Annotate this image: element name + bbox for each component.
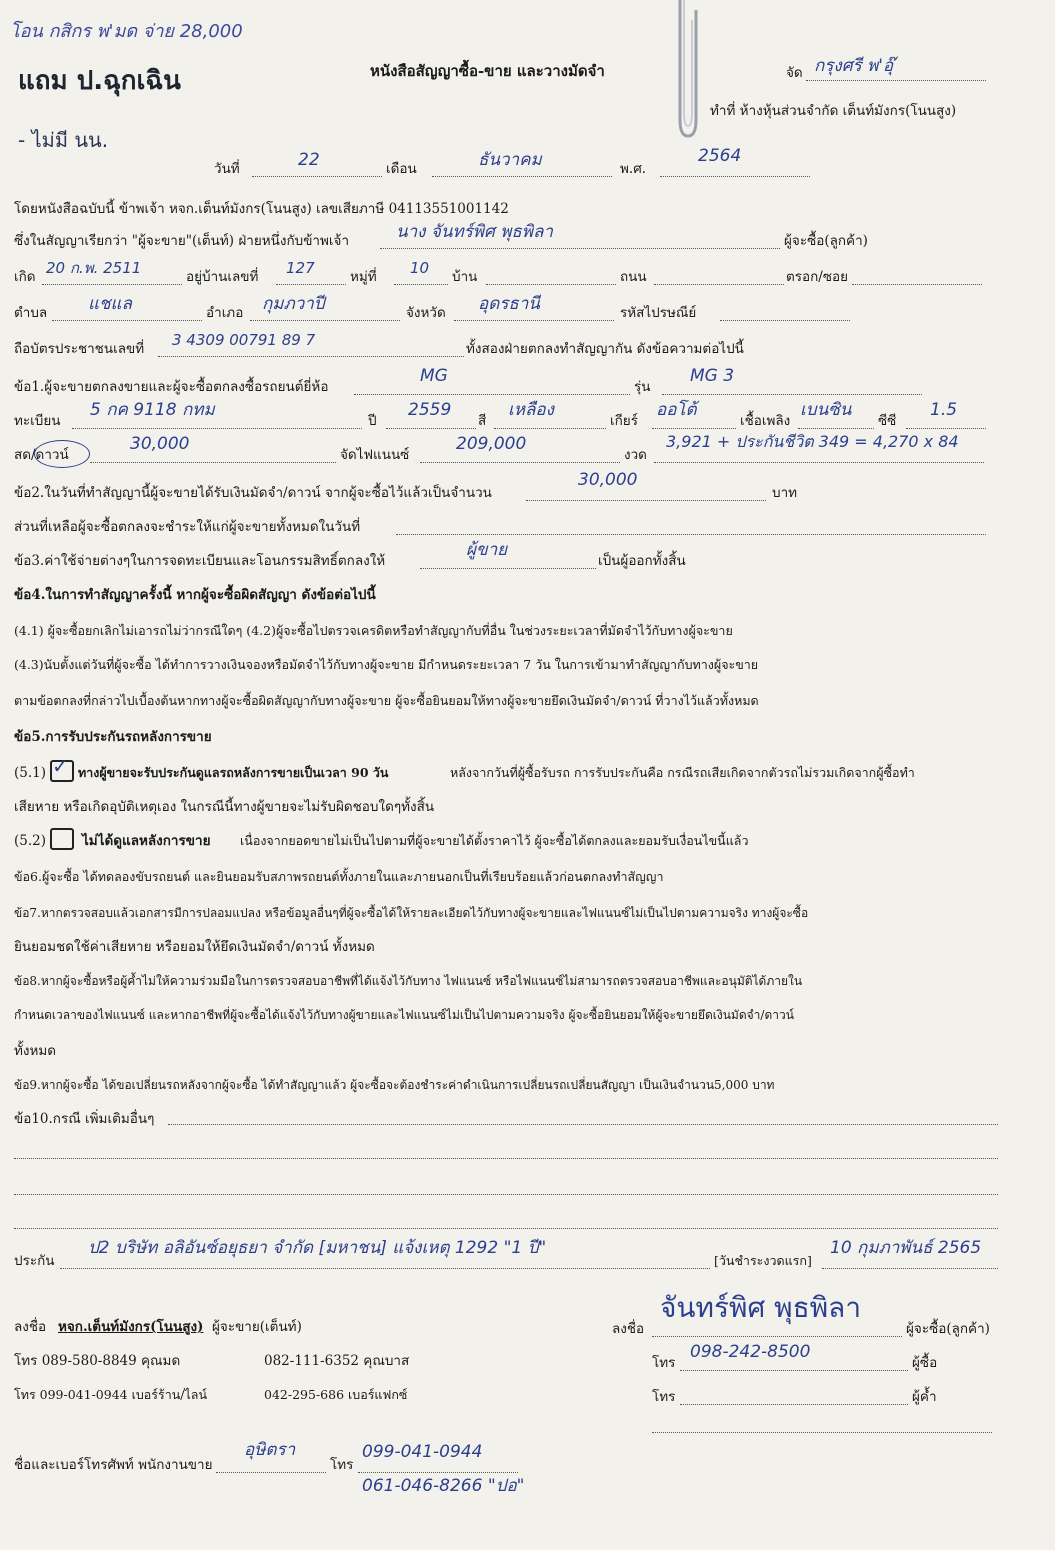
installment-label: งวด xyxy=(624,447,647,463)
buyer-role: ผู้จะซื้อ(ลูกค้า) xyxy=(784,233,868,249)
checkmark-icon: ✓ xyxy=(52,754,69,778)
day-label: วันที่ xyxy=(214,161,240,177)
seller-line: ซึ่งในสัญญาเรียกว่า "ผู้จะขาย"(เต็นท์) ฝ่ายหนึ่งกับข้าพเจ้า xyxy=(14,233,350,249)
car-cc: 1.5 xyxy=(930,400,958,420)
year-label: พ.ศ. xyxy=(620,161,647,177)
soi-label: ตรอก/ซอย xyxy=(786,269,849,285)
ban-label: บ้าน xyxy=(452,269,478,285)
finance-label: จัดไฟแนนซ์ xyxy=(340,447,410,463)
clause9: ข้อ9.หากผู้จะซื้อ ได้ขอเปลี่ยนรถหลังจากผู้จะซื้อ ได้ทำสัญญาแล้ว ผู้จะซื้อจะต้องชำระค่าดำเนินการเปลี่ยนรถเปลี่ยนสัญญา เป็นเงินจำนวน5,000 บาท xyxy=(14,1078,775,1092)
tambon-label: ตำบล xyxy=(14,305,48,321)
car-fuel: เบนซิน xyxy=(800,400,852,420)
clause5-1-bold: ทางผู้ขายจะรับประกันดูแลรถหลังการขายเป็นเวลา 90 วัน xyxy=(78,765,389,780)
fee-payer: ผู้ขาย xyxy=(466,540,508,560)
place-value: กรุงศรี พ'อุ๊ xyxy=(814,56,894,76)
note-bonus: แถม ป.ฉุกเฉิน xyxy=(18,66,181,96)
seller-name: หจก.เต็นท์มังกร(โนนสูง) xyxy=(58,1319,204,1335)
clause5-2-rest: เนื่องจากยอดขายไม่เป็นไปตามที่ผู้จะขายได้ตั้งราคาไว้ ผู้จะซื้อได้ตกลงและยอมรับเงื่อนไขนี้แล้ว xyxy=(240,833,749,848)
clause4-3a: (4.3)นับตั้งแต่วันที่ผู้จะซื้อ ได้ทำการวางเงินจองหรือมัดจำไว้กับทางผู้จะขาย มีกำหนดระยะเวลา 7 วัน ในการเข้ามาทำสัญญากับทางผู้จะขาย xyxy=(14,657,759,672)
guarantor-tel-label: โทร xyxy=(652,1389,676,1405)
note-no-weight: - ไม่มี นน. xyxy=(18,128,109,152)
intro-line: โดยหนังสือฉบับนี้ ข้าพเจ้า หจก.เต็นท์มังกร(โนนสูง) เลขเสียภาษี 04113551001142 xyxy=(14,201,509,217)
fuel-label: เชื้อเพลิง xyxy=(740,413,791,429)
reg-label: ทะเบียน xyxy=(14,413,61,429)
buyer-tel-role: ผู้ซื้อ xyxy=(912,1355,938,1371)
clause5-1-num: (5.1) xyxy=(14,765,47,781)
id-label: ถือบัตรประชาชนเลขที่ xyxy=(14,341,145,357)
clause5-1-rest: หลังจากวันที่ผู้ซื้อรับรถ การรับประกันคือ กรณีรถเสียเกิดจากตัวรถไม่รวมเกิดจากผู้ซื้อทำ xyxy=(450,765,915,780)
model-label: รุ่น xyxy=(634,379,651,395)
clause8a: ข้อ8.หากผู้จะซื้อหรือผู้ค้ำไม่ให้ความร่วมมือในการตรวจสอบอาชีพที่ได้แจ้งไว้กับทาง ไฟแนนซ์ หรือไฟแนนซ์ไม่สามารถตรวจสอบอาชีพและอนุมัติได้ภายใน xyxy=(14,974,803,988)
province-value: อุดรธานี xyxy=(478,294,540,314)
car-brand: MG xyxy=(420,366,448,386)
cc-label: ซีซี xyxy=(878,413,897,429)
clause5: ข้อ5.การรับประกันรถหลังการขาย xyxy=(14,729,212,745)
contact-tel2: 082-111-6352 คุณบาส xyxy=(264,1353,410,1369)
insurance-label: ประกัน xyxy=(14,1253,55,1269)
clause4-1: (4.1) ผู้จะซื้อยกเลิกไม่เอารถไม่ว่ากรณีใดๆ (4.2)ผู้จะซื้อไปตรวจเครดิตหรือทำสัญญากับที่อื่น ในช่วงระยะเวลาที่มัดจำไว้กับทางผู้จะขาย xyxy=(14,623,733,638)
moo-value: 10 xyxy=(410,259,430,277)
clause2b: ส่วนที่เหลือผู้จะซื้อตกลงจะชำระให้แก่ผู้จะขายทั้งหมดในวันที่ xyxy=(14,519,361,535)
clause5-1b: เสียหาย หรือเกิดอุบัติเหตุเอง ในกรณีนี้ทางผู้ขายจะไม่รับผิดชอบใดๆทั้งสิ้น xyxy=(14,799,435,815)
house-value: 127 xyxy=(286,259,315,277)
month-label: เดือน xyxy=(386,161,417,177)
buyer-tel-label: โทร xyxy=(652,1355,676,1371)
contact-tel4: 042-295-686 เบอร์แฟกซ์ xyxy=(264,1387,408,1402)
clause2: ข้อ2.ในวันที่ทำสัญญานี้ผู้จะขายได้รับเงินมัดจำ/ดาวน์ จากผู้จะซื้อไว้แล้วเป็นจำนวน xyxy=(14,485,492,501)
amphoe-value: กุมภวาปี xyxy=(262,294,325,314)
deposit-amount: 30,000 xyxy=(578,470,638,490)
year-value: 2564 xyxy=(698,146,742,166)
clause5-2-bold: ไม่ได้ดูแลหลังการขาย xyxy=(82,833,211,849)
no-warranty-checkbox[interactable] xyxy=(50,828,74,850)
clause10: ข้อ10.กรณี เพิ่มเติมอื่นๆ xyxy=(14,1111,155,1127)
clause4-3b: ตามข้อตกลงที่กล่าวไปเบื้องต้นหากทางผู้จะซื้อผิดสัญญากับทางผู้จะขาย ผู้จะซื้อยินยอมให้ทางผู้จะขายยึดเงินมัดจำ/ดาวน์ ที่วางไว้แล้วทั้งหมด xyxy=(14,693,759,708)
province-label: จังหวัด xyxy=(406,305,446,321)
car-year-label: ปี xyxy=(368,413,377,429)
buyer-sign-role: ผู้จะซื้อ(ลูกค้า) xyxy=(906,1321,990,1337)
contract-title: หนังสือสัญญาซื้อ-ขาย และวางมัดจำ xyxy=(370,62,605,80)
note-transfer: โอน กสิกร พ'มด จ่าย 28,000 xyxy=(10,21,243,42)
agree-text: ทั้งสองฝ่ายตกลงทำสัญญากัน ดังข้อความต่อไปนี้ xyxy=(466,341,744,357)
buyer-sign-label: ลงชื่อ xyxy=(612,1321,645,1337)
postcode-label: รหัสไปรษณีย์ xyxy=(620,305,697,321)
buyer-name: นาง จันทร์พิศ พุธพิลา xyxy=(396,222,553,242)
seller-sign-label: ลงชื่อ xyxy=(14,1319,47,1335)
clause3: ข้อ3.ค่าใช้จ่ายต่างๆในการจดทะเบียนและโอนกรรมสิทธิ์ตกลงให้ xyxy=(14,553,386,569)
gear-label: เกียร์ xyxy=(610,413,638,429)
car-year: 2559 xyxy=(408,400,452,420)
clause3b: เป็นผู้ออกทั้งสิ้น xyxy=(598,553,686,569)
road-label: ถนน xyxy=(620,269,647,285)
place-label: จัด xyxy=(786,65,803,81)
down-label: สด/ดาวน์ xyxy=(14,447,69,463)
buyer-tel: 098-242-8500 xyxy=(690,1342,811,1362)
car-color: เหลือง xyxy=(508,400,554,420)
seller-role: ผู้จะขาย(เต็นท์) xyxy=(212,1319,302,1335)
first-payment-label: [วันชำระงวดแรก] xyxy=(714,1253,812,1268)
buyer-signature: จันทร์พิศ พุธพิลา xyxy=(660,1291,862,1324)
clause1-label: ข้อ1.ผู้จะขายตกลงขายและผู้จะซื้อตกลงซื้อรถยนต์ยี่ห้อ xyxy=(14,379,329,395)
clause6: ข้อ6.ผู้จะซื้อ ได้ทดลองขับรถยนต์ และยินยอมรับสภาพรถยนต์ทั้งภายในและภายนอกเป็นที่เรียบร้อยแล้วก่อนตกลงทำสัญญา xyxy=(14,869,664,884)
clause8c: ทั้งหมด xyxy=(14,1043,57,1059)
contact-tel3: โทร 099-041-0944 เบอร์ร้าน/ไลน์ xyxy=(14,1387,207,1402)
tambon-value: แชแล xyxy=(88,294,132,314)
guarantor-role: ผู้ค้ำ xyxy=(912,1389,937,1405)
sales-tel: 099-041-0944 xyxy=(362,1442,483,1462)
house-label: อยู่บ้านเลขที่ xyxy=(186,269,259,285)
born-value: 20 ก.พ. 2511 xyxy=(46,259,142,277)
clause7b: ยินยอมชดใช้ค่าเสียหาย หรือยอมให้ยึดเงินมัดจำ/ดาวน์ ทั้งหมด xyxy=(14,939,375,955)
sales-name: อุษิตรา xyxy=(244,1440,296,1460)
clause5-2-num: (5.2) xyxy=(14,833,47,849)
clause7a: ข้อ7.หากตรวจสอบแล้วเอกสารมีการปลอมแปลง หรือข้อมูลอื่นๆที่ผู้จะซื้อได้ให้รายละเอียดไว้กับทางผู้จะขายและไฟแนนซ์ไม่เป็นไปตามความจริง ทางผู้จะซื้อ xyxy=(14,906,809,920)
sales-tel-2: 061-046-8266 "ปอ" xyxy=(362,1476,525,1496)
car-gear: ออโต้ xyxy=(656,400,697,420)
installment-amount: 3,921 + ประกันชีวิต 349 = 4,270 x 84 xyxy=(666,432,959,451)
sales-tel-label: โทร xyxy=(330,1457,354,1473)
month-value: ธันวาคม xyxy=(478,150,542,170)
first-payment-date: 10 กุมภาพันธ์ 2565 xyxy=(830,1238,982,1258)
paper-clip-icon xyxy=(674,0,700,140)
down-payment: 30,000 xyxy=(130,434,190,454)
day-value: 22 xyxy=(298,150,320,170)
sales-label: ชื่อและเบอร์โทรศัพท์ พนักงานขาย xyxy=(14,1457,213,1473)
id-value: 3 4309 00791 89 7 xyxy=(172,331,316,349)
circle-mark xyxy=(34,440,90,468)
clause4: ข้อ4.ในการทำสัญญาครั้งนี้ หากผู้จะซื้อผิดสัญญา ดังข้อต่อไปนี้ xyxy=(14,587,376,603)
finance-amount: 209,000 xyxy=(456,434,527,454)
car-registration: 5 กค 9118 กทม xyxy=(90,400,215,420)
car-color-label: สี xyxy=(478,413,487,429)
venue: ทำที่ ห้างหุ้นส่วนจำกัด เต็นท์มังกร(โนนสูง) xyxy=(710,103,957,119)
amphoe-label: อำเภอ xyxy=(206,305,244,321)
insurance-value: ป2 บริษัท อลิอันซ์อยุธยา จำกัด [มหาชน] แจ้งเหตุ 1292 "1 ปี" xyxy=(88,1238,547,1258)
moo-label: หมู่ที่ xyxy=(350,269,377,285)
born-label: เกิด xyxy=(14,269,36,285)
car-model: MG 3 xyxy=(690,366,735,386)
deposit-unit: บาท xyxy=(772,485,798,501)
clause8b: กำหนดเวลาของไฟแนนซ์ และหากอาชีพที่ผู้จะซื้อได้แจ้งไว้กับทางผู้ขายและไฟแนนซ์ไม่เป็นไปตามความจริง ผู้จะซื้อยินยอมให้ผู้จะขายยึดเงินมัดจำ/ดาวน์ xyxy=(14,1008,794,1022)
contact-tel1: โทร 089-580-8849 คุณมด xyxy=(14,1353,181,1369)
